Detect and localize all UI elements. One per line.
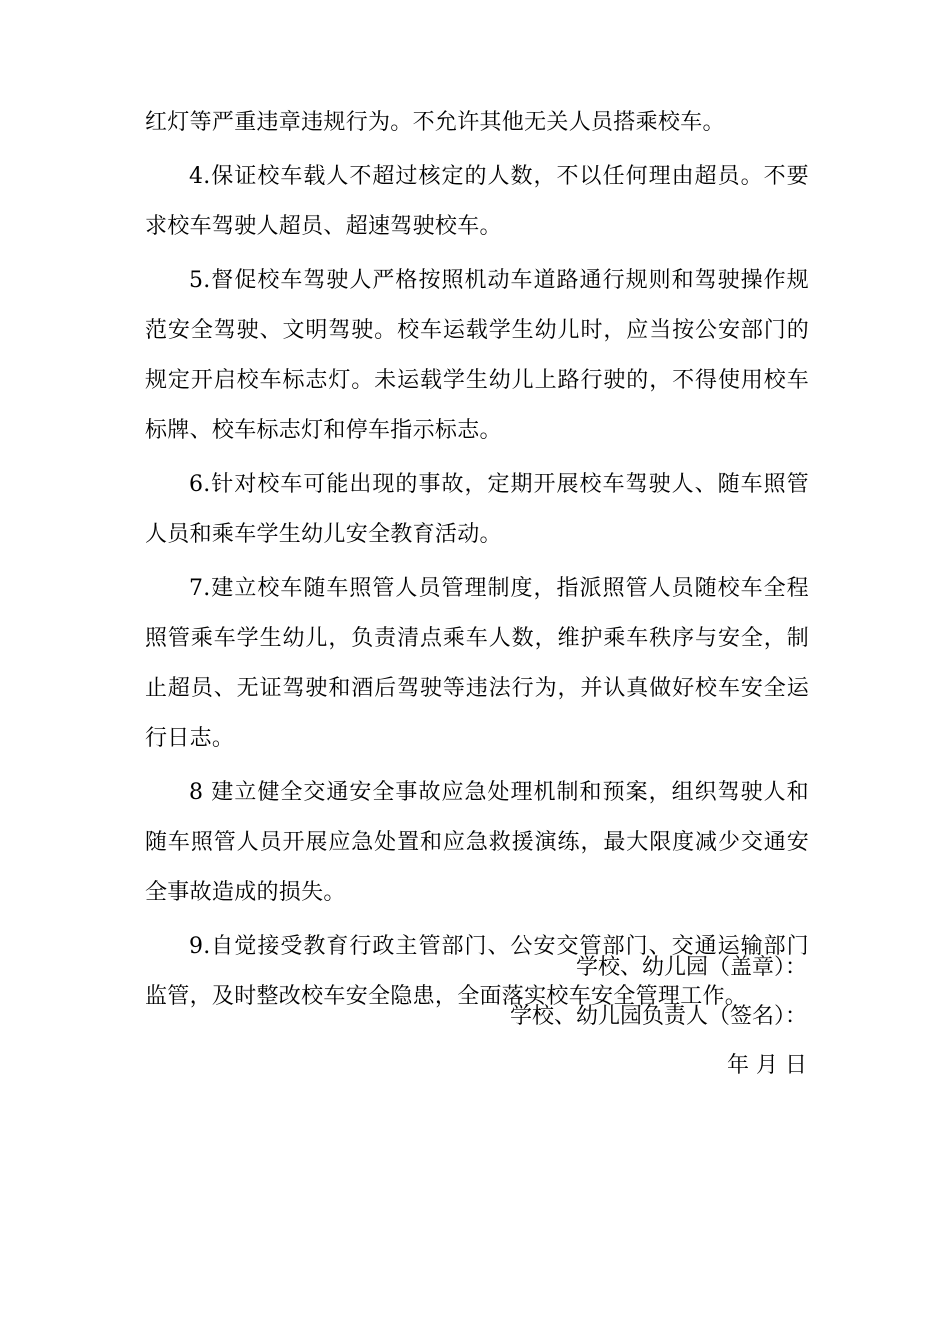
date-line: 年 月 日: [727, 1053, 807, 1078]
paragraph-traffic-violations: 红灯等严重违章违规行为。不允许其他无关人员搭乘校车。: [145, 110, 725, 135]
paragraph-item-5: 5.督促校车驾驶人严格按照机动车道路通行规则和驾驶操作规范安全驾驶、文明驾驶。校车运载学生幼儿时，应当按公安部门的规定开启校车标志灯。未运载学生幼儿上路行驶的，不得使用校车标牌、校车标志灯和停车指示标志。: [145, 268, 809, 443]
paragraph-item-6: 6.针对校车可能出现的事故，定期开展校车驾驶人、随车照管人员和乘车学生幼儿安全教育活动。: [145, 472, 809, 547]
signature-line: 学校、幼儿园负责人（签名）：: [509, 1004, 807, 1029]
paragraph-item-8: 8 建立健全交通安全事故应急处理机制和预案，组织驾驶人和随车照管人员开展应急处置和应急救援演练，最大限度减少交通安全事故造成的损失。: [145, 780, 809, 905]
paragraph-item-7: 7.建立校车随车照管人员管理制度，指派照管人员随校车全程照管乘车学生幼儿，负责清点乘车人数，维护乘车秩序与安全，制止超员、无证驾驶和酒后驾驶等违法行为，并认真做好校车安全运行日志。: [145, 576, 809, 751]
signature-block: [387, 943, 807, 1090]
paragraph-item-4: 4.保证校车载人不超过核定的人数，不以任何理由超员。不要求校车驾驶人超员、超速驾驶校车。: [145, 164, 809, 239]
seal-line: 学校、幼儿园（盖章）：: [575, 955, 807, 980]
paragraph-item-9: 9.自觉接受教育行政主管部门、公安交管部门、交通运输部门监管，及时整改校车安全隐患，全面落实校车安全管理工作。: [145, 934, 809, 1009]
document-body: [145, 98, 809, 1026]
